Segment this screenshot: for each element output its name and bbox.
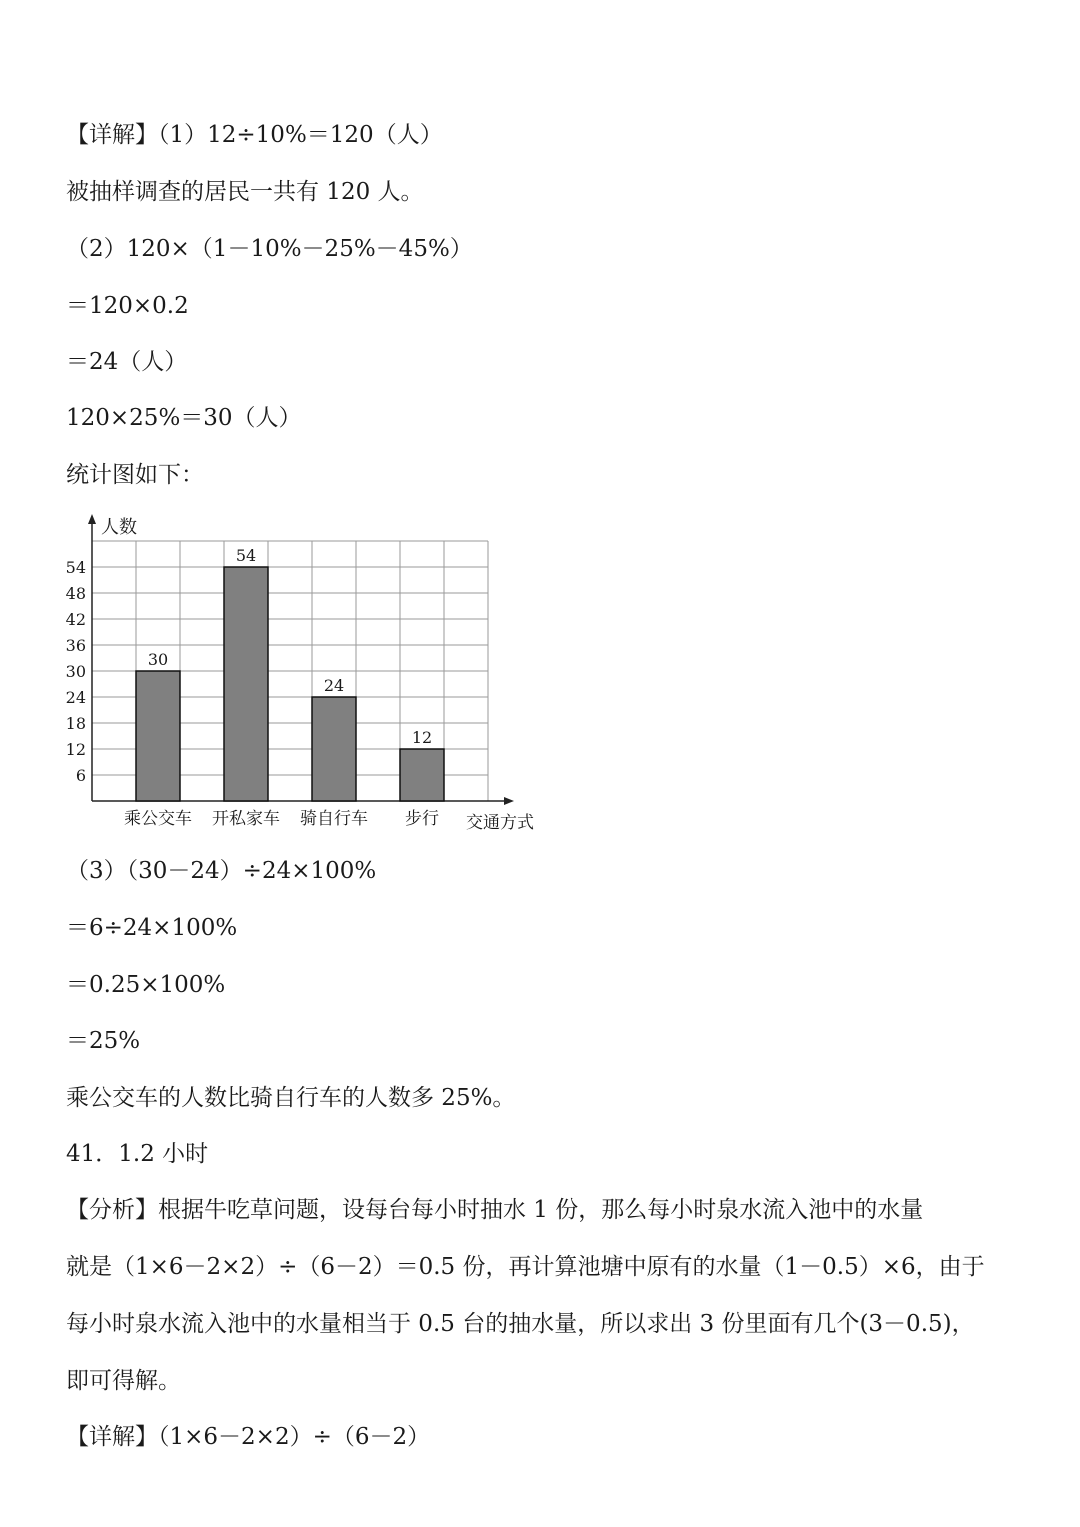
bar-value-label: 12 — [411, 728, 433, 747]
line-calc-3-step1: ＝6÷24×100% — [66, 915, 238, 941]
category-label: 步行 — [405, 809, 439, 829]
category-label: 开私家车 — [212, 809, 280, 829]
line-calc-3-step2: ＝0.25×100% — [66, 972, 226, 998]
line-calc-2: （2）120×（1－10%－25%－45%） — [66, 236, 473, 262]
line-analysis-2: 就是（1×6－2×2）÷（6－2）＝0.5 份，再计算池塘中原有的水量（1－0.5）×6，由于 — [66, 1254, 985, 1280]
line-question-41: 41．1.2 小时 — [66, 1141, 209, 1167]
x-axis-label: 交通方式 — [466, 813, 534, 833]
bar-value-label: 30 — [147, 650, 169, 669]
line-detail-2: 【详解】（1×6－2×2）÷（6－2） — [66, 1424, 431, 1450]
y-tick-label: 42 — [65, 610, 86, 629]
bar — [400, 749, 444, 801]
line-calc-2-step1: ＝120×0.2 — [66, 293, 189, 319]
bar — [312, 697, 356, 801]
line-calc-3-step3: ＝25% — [66, 1028, 141, 1054]
line-analysis-3: 每小时泉水流入池中的水量相当于 0.5 台的抽水量，所以求出 3 份里面有几个(3－0.5)， — [66, 1311, 975, 1337]
line-calc-3: （3）（30－24）÷24×100% — [66, 858, 377, 884]
line-chart-intro: 统计图如下： — [66, 462, 204, 488]
category-label: 乘公交车 — [124, 809, 192, 829]
line-conclusion: 乘公交车的人数比骑自行车的人数多 25%。 — [66, 1085, 516, 1111]
bar-chart — [56, 510, 556, 840]
y-tick-label: 54 — [65, 558, 86, 577]
line-calc-2-step2: ＝24（人） — [66, 349, 188, 375]
bar — [136, 671, 180, 801]
y-tick-label: 48 — [65, 584, 86, 603]
y-tick-label: 24 — [65, 688, 86, 707]
line-result-total: 被抽样调查的居民一共有 120 人。 — [66, 179, 424, 205]
y-axis-label: 人数 — [101, 517, 137, 538]
y-tick-label: 12 — [65, 740, 86, 759]
y-tick-label: 18 — [65, 714, 86, 733]
bar — [224, 567, 268, 801]
bar-value-label: 24 — [323, 676, 345, 695]
y-tick-label: 30 — [65, 662, 86, 681]
y-tick-label: 36 — [65, 636, 86, 655]
line-calc-2-bus: 120×25%＝30（人） — [66, 405, 302, 431]
x-axis-arrow-icon — [504, 797, 514, 805]
chart-bars — [136, 567, 444, 801]
line-analysis-4: 即可得解。 — [66, 1368, 181, 1394]
bar-value-label: 54 — [235, 546, 257, 565]
y-tick-label: 6 — [75, 766, 86, 785]
y-axis-arrow-icon — [88, 514, 96, 524]
line-detail-1: 【详解】（1）12÷10%＝120（人） — [66, 122, 443, 148]
line-analysis-1: 【分析】根据牛吃草问题，设每台每小时抽水 1 份，那么每小时泉水流入池中的水量 — [66, 1197, 924, 1223]
category-label: 骑自行车 — [300, 809, 368, 829]
